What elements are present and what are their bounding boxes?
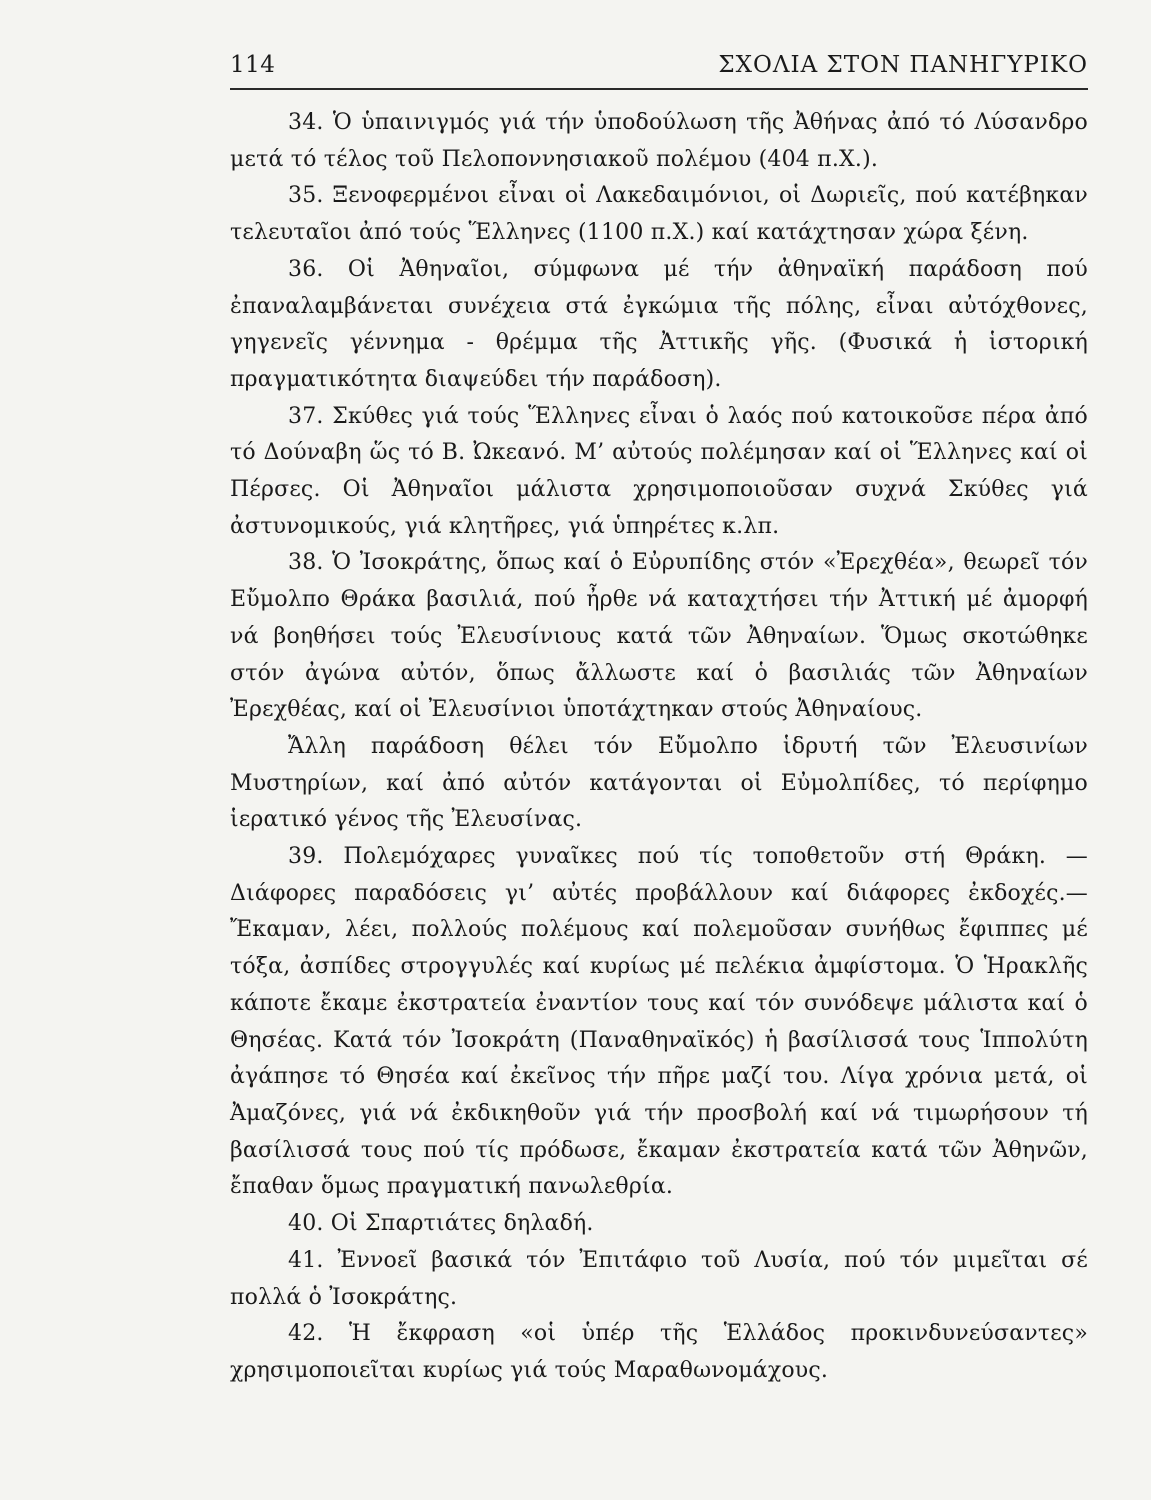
note-41: 41. Ἐννοεῖ βασικά τόν Ἐπιτάφιο τοῦ Λυσία, πού τόν μιμεῖται σέ πολλά ὁ Ἰσοκράτης. [230, 1247, 1088, 1310]
note-35: 35. Ξενοφερμένοι εἶναι οἱ Λακεδαιμόνιοι, οἱ Δωριεῖς, πού κατέβηκαν τελευταῖοι ἀπό τούς Ἕλληνες (1100 π.Χ.) καί κατάχτησαν χώρα ξένη. [230, 183, 1088, 246]
note-39: 39. Πολεμόχαρες γυναῖκες πού τίς τοποθετοῦν στή Θράκη. —Διάφορες παραδόσεις γι’ αὐτές προβάλλουν καί διάφορες ἐκδοχές.— Ἔκαμαν, λέει, πολλούς πολέμους καί πολεμοῦσαν συνήθως ἔφιππες μέ τόξα, ἀσπίδες στρογγυλές καί κυρίως μέ πελέκια ἀμφίστομα. Ὁ Ἡρακλῆς κάποτε ἔκαμε ἐκστρατεία ἐναντίον τους καί τόν συνόδεψε μάλιστα καί ὁ Θησέας. Κατά τόν Ἰσοκράτη (Παναθηναϊκός) ἡ βασίλισσά τους Ἱππολύτη ἀγάπησε τό Θησέα καί ἐκεῖνος τήν πῆρε μαζί του. Λίγα χρόνια μετά, οἱ Ἀμαζόνες, γιά νά ἐκδικηθοῦν γιά τήν προσβολή καί νά τιμωρήσουν τή βασίλισσά τους πού τίς πρόδωσε, ἔκαμαν ἐκστρατεία κατά τῶν Ἀθηνῶν, ἔπαθαν ὅμως πραγματική πανωλεθρία. [230, 844, 1088, 1200]
note-38-continuation: Ἄλλη παράδοση θέλει τόν Εὔμολπο ἱδρυτή τῶν Ἐλευσινίων Μυστηρίων, καί ἀπό αὐτόν κατάγονται οἱ Εὐμολπίδες, τό περίφημο ἱερατικό γένος τῆς Ἐλευσίνας. [230, 733, 1088, 833]
header-rule [230, 88, 1088, 90]
note-40: 40. Οἱ Σπαρτιάτες δηλαδή. [288, 1211, 594, 1237]
note-37: 37. Σκύθες γιά τούς Ἕλληνες εἶναι ὁ λαός πού κατοικοῦσε πέρα ἀπό τό Δούναβη ὥς τό Β. Ὠκεανό. Μ’ αὐτούς πολέμησαν καί οἱ Ἕλληνες καί οἱ Πέρσες. Οἱ Ἀθηναῖοι μάλιστα χρησιμοποιοῦσαν συχνά Σκύθες γιά ἀστυνομικούς, γιά κλητῆρες, γιά ὑπηρέτες κ.λπ. [230, 403, 1088, 539]
note-38: 38. Ὁ Ἰσοκράτης, ὅπως καί ὁ Εὐρυπίδης στόν «Ἐρεχθέα», θεωρεῖ τόν Εὔμολπο Θράκα βασιλιά, πού ἦρθε νά καταχτήσει τήν Ἀττική μέ ἀμορφή νά βοηθήσει τούς Ἐλευσίνιους κατά τῶν Ἀθηναίων. Ὅμως σκοτώθηκε στόν ἀγώνα αὐτόν, ὅπως ἄλλωστε καί ὁ βασιλιάς τῶν Ἀθηναίων Ἐρεχθέας, καί οἱ Ἐλευσίνιοι ὑποτάχτηκαν στούς Ἀθηναίους. [230, 550, 1088, 723]
book-page [230, 40, 1088, 1440]
note-34: 34. Ὁ ὑπαινιγμός γιά τήν ὑποδούλωση τῆς Ἀθήνας ἀπό τό Λύσανδρο μετά τό τέλος τοῦ Πελοποννησιακοῦ πολέμου (404 π.Χ.). [230, 110, 1088, 172]
note-36: 36. Οἱ Ἀθηναῖοι, σύμφωνα μέ τήν ἀθηναϊκή παράδοση πού ἐπαναλαμβάνεται συνέχεια στά ἐγκώμια τῆς πόλης, εἶναι αὐτόχθονες, γηγενεῖς γέννημα - θρέμμα τῆς Ἀττικῆς γῆς. (Φυσικά ἡ ἱστορική πραγματικότητα διαψεύδει τήν παράδοση). [230, 256, 1088, 392]
notes-list [230, 105, 1088, 1390]
running-title: ΣΧΟΛΙΑ ΣΤΟΝ ΠΑΝΗΓΥΡΙΚΟ [718, 52, 1088, 78]
page-header [230, 40, 1088, 90]
page-number: 114 [230, 52, 276, 78]
note-42: 42. Ἡ ἔκφραση «οἱ ὑπέρ τῆς Ἑλλάδος προκινδυνεύσαντες» χρησιμοποιεῖται κυρίως γιά τούς Μαραθωνομάχους. [230, 1321, 1088, 1383]
